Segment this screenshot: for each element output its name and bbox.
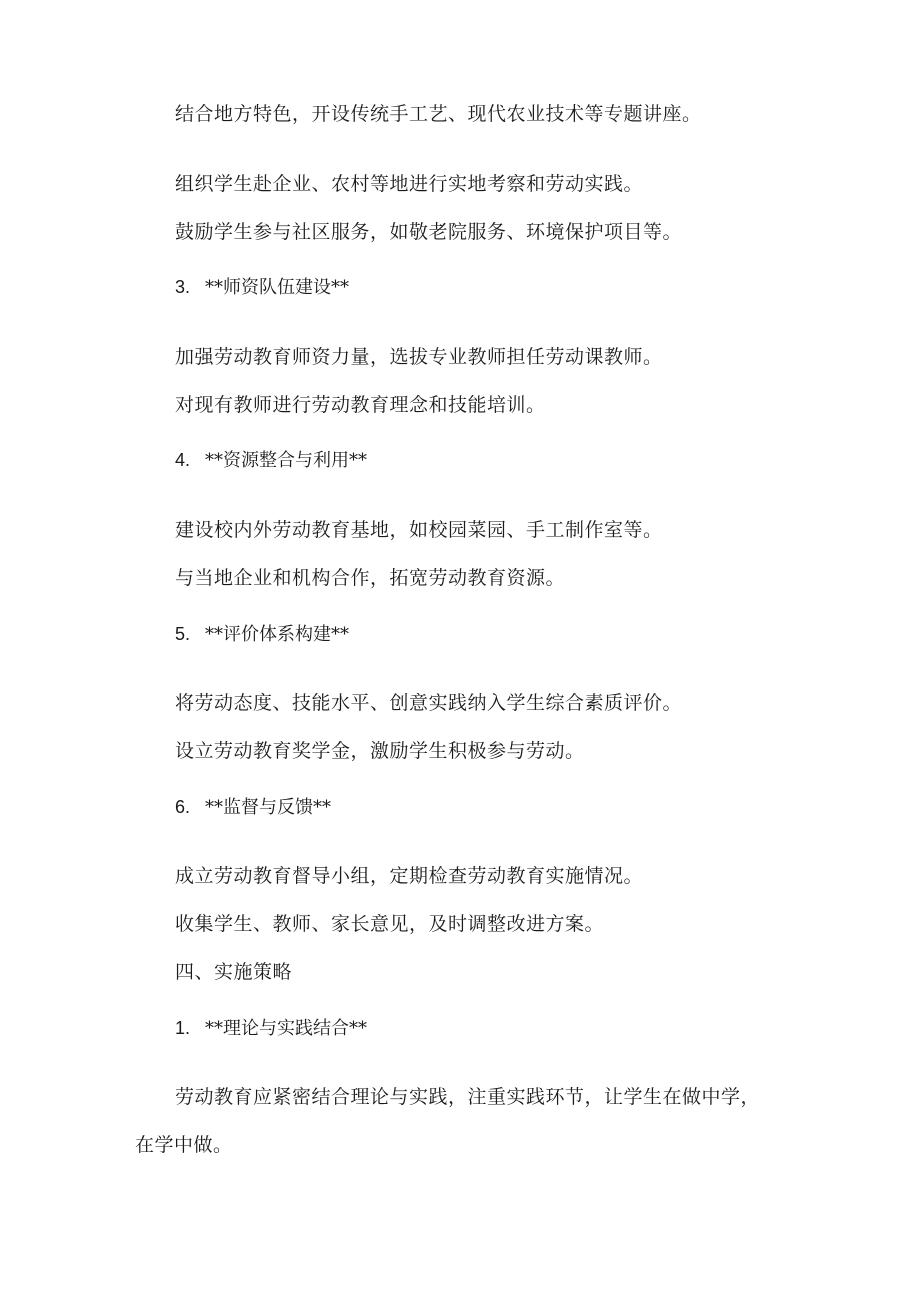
body-line: 鼓励学生参与社区服务，如敬老院服务、环境保护项目等。 (175, 221, 683, 243)
heading-text: **理论与实践结合** (205, 1018, 367, 1039)
paragraph-line-1: 劳动教育应紧密结合理论与实践，注重实践环节，让学生在做中学， (175, 1086, 761, 1108)
section-heading (175, 793, 331, 822)
section-title: 四、实施策略 (175, 961, 293, 983)
heading-text: **监督与反馈** (205, 797, 331, 818)
heading-number: 3. (175, 277, 191, 297)
body-line: 设立劳动教育奖学金，激励学生积极参与劳动。 (175, 740, 585, 762)
body-line: 成立劳动教育督导小组，定期检查劳动教育实施情况。 (175, 865, 644, 887)
section-heading (175, 446, 367, 475)
section-heading (175, 273, 349, 302)
section-heading (175, 620, 349, 649)
heading-number: 1. (175, 1018, 191, 1038)
body-line: 将劳动态度、技能水平、创意实践纳入学生综合素质评价。 (175, 692, 683, 714)
body-line: 收集学生、教师、家长意见，及时调整改进方案。 (175, 913, 605, 935)
heading-text: **评价体系构建** (205, 624, 349, 645)
heading-text: **资源整合与利用** (205, 450, 367, 471)
heading-number: 5. (175, 624, 191, 644)
body-line: 组织学生赴企业、农村等地进行实地考察和劳动实践。 (175, 173, 644, 195)
body-line: 加强劳动教育师资力量，选拔专业教师担任劳动课教师。 (175, 346, 663, 368)
heading-number: 6. (175, 797, 191, 817)
section-heading (175, 1014, 367, 1043)
heading-text: **师资队伍建设** (205, 277, 349, 298)
paragraph-line-2: 在学中做。 (135, 1134, 233, 1156)
body-line: 与当地企业和机构合作，拓宽劳动教育资源。 (175, 567, 566, 589)
body-line: 建设校内外劳动教育基地，如校园菜园、手工制作室等。 (175, 519, 663, 541)
body-line: 结合地方特色，开设传统手工艺、现代农业技术等专题讲座。 (175, 103, 702, 125)
body-line: 对现有教师进行劳动教育理念和技能培训。 (175, 394, 546, 416)
heading-number: 4. (175, 450, 191, 470)
